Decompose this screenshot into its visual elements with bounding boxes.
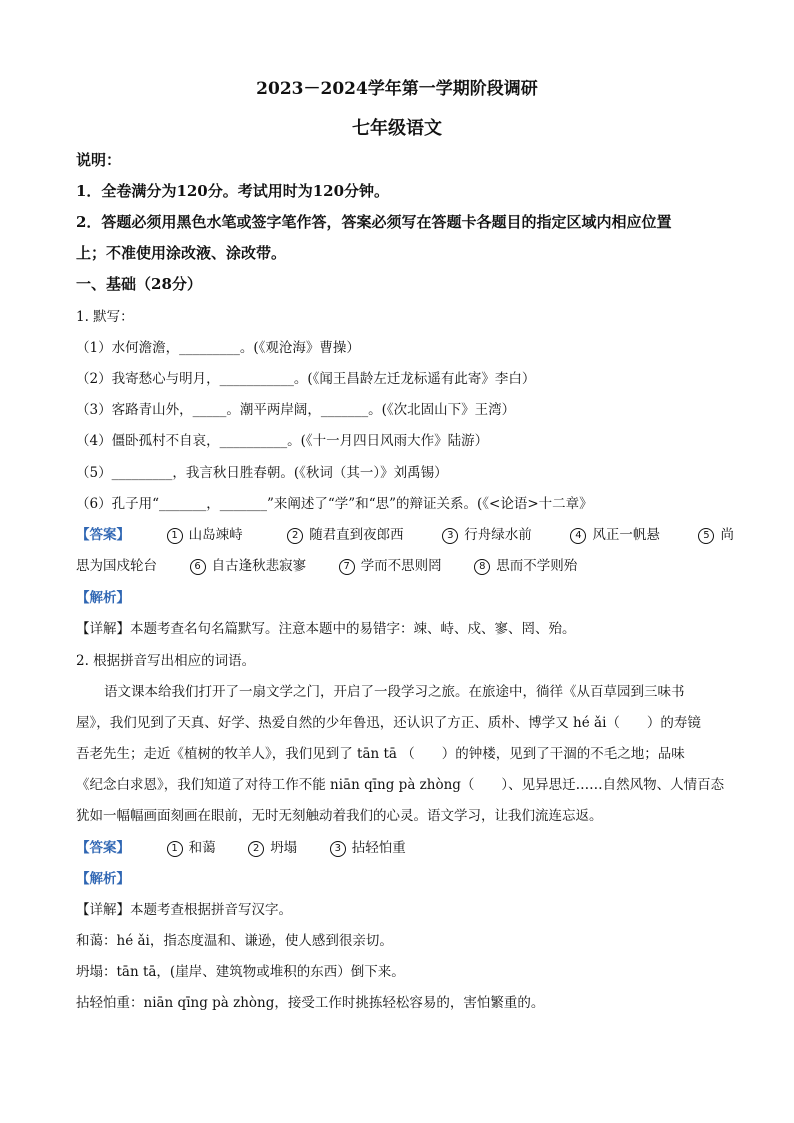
page-title: 2023－2024学年第一学期阶段调研 (256, 79, 538, 99)
answer-item: 山岛竦峙 (188, 527, 243, 543)
q2-answer-line (76, 838, 406, 858)
circle-number-1: 1 (167, 528, 183, 544)
q1-line-4: （4）僵卧孤村不自哀，__________。(《十一月四日风雨大作》陆游） (76, 433, 489, 449)
answer-item: 自古逢秋悲寂寥 (211, 558, 307, 574)
circle-number-7: 7 (339, 559, 355, 575)
circle-number-3: 3 (330, 841, 346, 857)
answer-label: 【答案】 (76, 527, 130, 543)
notes-item-2-line-2: 上；不准使用涂改液、涂改带。 (76, 244, 287, 262)
notes-item-2-line-1: 2．答题必须用黑色水笔或签字笔作答，答案必须写在答题卡各题目的指定区域内相应位置 (76, 213, 672, 231)
q1-line-5: （5）_________，我言秋日胜春朝。(《秋词（其一）》刘禹锡） (76, 465, 448, 481)
q2-explanation-3: 拈轻怕重：niān qīng pà zhòng，接受工作时挑拣轻松容易的，害怕繁重的。 (76, 995, 545, 1011)
page-subtitle: 七年级语文 (352, 118, 442, 139)
q1-line-6: （6）孔子用“_______，_______”来阐述了“学”和“思”的辩证关系。(《<论语>十二章》 (76, 496, 593, 512)
answer-item: 学而不思则罔 (360, 558, 442, 574)
q2-passage-line-4: 《纪念白求恩》，我们知道了对待工作不能 niān qīng pà zhòng（ ）、见异思迁……自然风物、人情百态 (76, 777, 725, 793)
section-heading: 一、基础（28分） (76, 275, 202, 293)
notes-heading: 说明： (76, 151, 122, 169)
q1-line-2: （2）我寄愁心与明月，___________。(《闻王昌龄左迁龙标遥有此寄》李白） (76, 371, 536, 387)
q2-passage-line-3: 吾老先生；走近《植树的牧羊人》，我们见到了 tān tā （ ）的钟楼，见到了干涸的不毛之地；品味 (76, 746, 685, 762)
q1-line-1: （1）水何澹澹，_________。(《观沧海》曹操） (76, 340, 360, 356)
circle-number-6: 6 (190, 559, 206, 575)
answer-item: 坍塌 (270, 840, 298, 856)
answer-item: 思为国戍轮台 (76, 558, 157, 574)
q1-answer-line-1 (76, 525, 734, 545)
circle-number-2: 2 (287, 528, 303, 544)
answer-label: 【答案】 (76, 840, 130, 856)
answer-item: 思而不学则殆 (496, 558, 578, 574)
detail-label: 【详解】 (76, 621, 130, 637)
q2-passage-line-5: 犹如一幅幅画面刻画在眼前，无时无刻触动着我们的心灵。语文学习，让我们流连忘返。 (76, 808, 603, 824)
detail-text: 本题考查根据拼音写汉字。 (130, 902, 292, 918)
answer-item: 风正一帆悬 (592, 527, 660, 543)
q2-stem: 2. 根据拼音写出相应的词语。 (76, 653, 256, 669)
q2-passage-line-2: 屋》，我们见到了天真、好学、热爱自然的少年鲁迅，还认识了方正、质朴、博学又 hé ǎi（ ）的寿镜 (76, 715, 701, 731)
q2-passage-line-1: 语文课本给我们打开了一扇文学之门，开启了一段学习之旅。在旅途中，徜徉《从百草园到三味书 (104, 684, 685, 700)
circle-number-2: 2 (248, 841, 264, 857)
detail-text: 本题考查名句名篇默写。注意本题中的易错字：竦、峙、戍、寥、罔、殆。 (130, 621, 576, 637)
circle-number-3: 3 (442, 528, 458, 544)
answer-item: 和蔼 (188, 840, 216, 856)
q2-explanation-1: 和蔼：hé ǎi，指态度温和、谦逊，使人感到很亲切。 (76, 933, 393, 949)
answer-item: 行舟绿水前 (464, 527, 532, 543)
circle-number-1: 1 (167, 841, 183, 857)
q2-detail (76, 900, 292, 920)
q1-answer-line-2 (76, 556, 577, 576)
detail-label: 【详解】 (76, 902, 130, 918)
circle-number-5: 5 (698, 528, 714, 544)
circle-number-4: 4 (570, 528, 586, 544)
analysis-label: 【解析】 (76, 871, 130, 887)
q1-line-3: （3）客路青山外，_____。潮平两岸阔，_______。(《次北固山下》王湾） (76, 402, 516, 418)
q2-explanation-2: 坍塌：tān tā，(崖岸、建筑物或堆积的东西）倒下来。 (76, 964, 405, 980)
notes-item-1: 1．全卷满分为120分。考试用时为120分钟。 (76, 182, 390, 200)
q1-detail (76, 619, 576, 639)
answer-item: 尚 (720, 527, 734, 543)
circle-number-8: 8 (474, 559, 490, 575)
analysis-label: 【解析】 (76, 590, 130, 606)
answer-item: 随君直到夜郎西 (309, 527, 404, 543)
answer-item: 拈轻怕重 (351, 840, 406, 856)
q1-stem: 1. 默写： (76, 309, 134, 325)
